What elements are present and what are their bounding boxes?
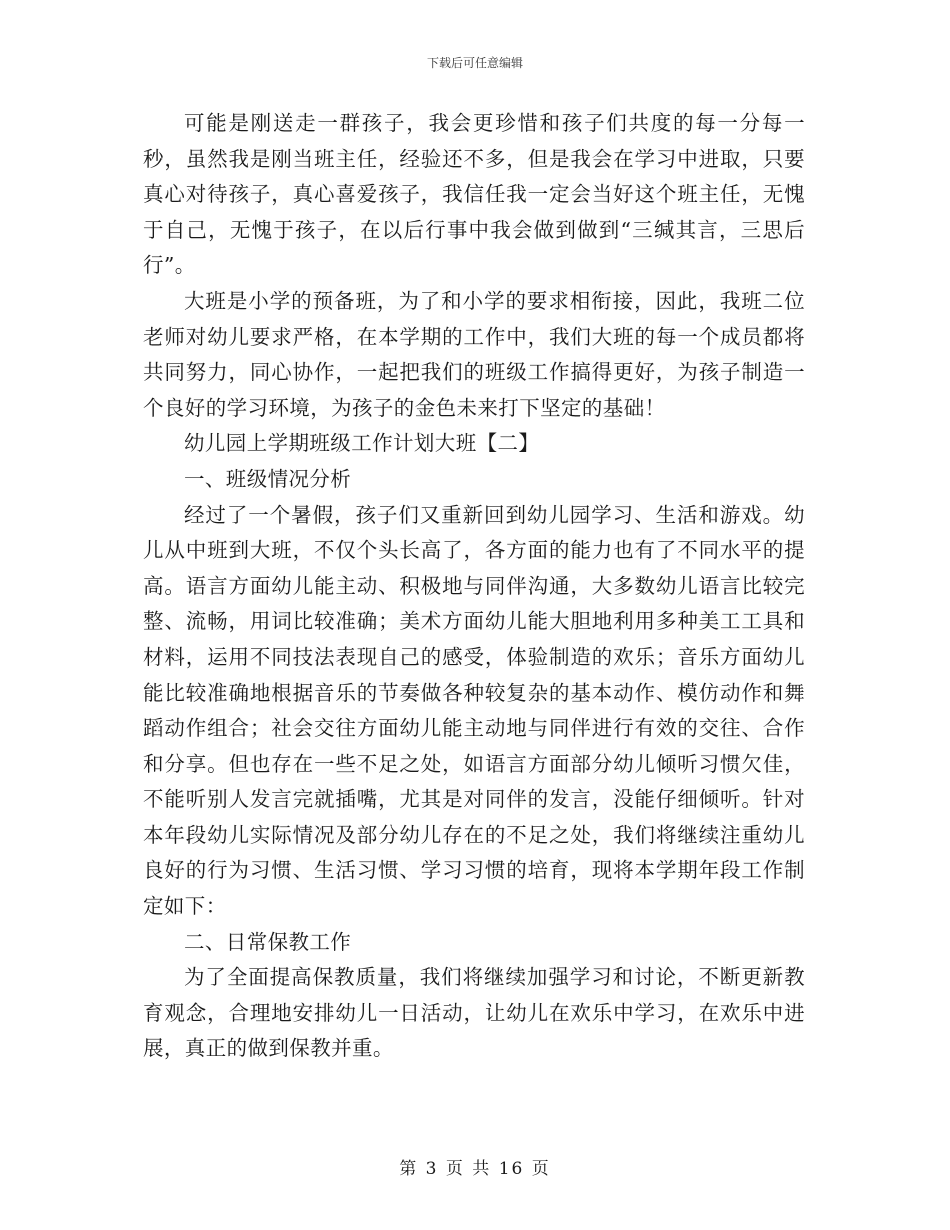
section-heading: 二、日常保教工作 [184,929,352,954]
paragraph: 大班是小学的预备班，为了和小学的要求相衔接，因此，我班二位老师对幼儿要求严格，在本学期的工作中，我们大班的每一个成员都将共同努力，同心协作，一起把我们的班级工作搞得更好，为孩子制造一个良好的学习环境，为孩子的金色未来打下坚定的基础！ [143,288,805,420]
section-title: 幼儿园上学期班级工作计划大班【二】 [184,431,540,456]
paragraph: 为了全面提高保教质量，我们将继续加强学习和讨论，不断更新教育观念，合理地安排幼儿一日活动，让幼儿在欢乐中学习，在欢乐中进展，真正的做到保教并重。 [143,965,805,1061]
paragraph: 经过了一个暑假，孩子们又重新回到幼儿园学习、生活和游戏。幼儿从中班到大班，不仅个头长高了，各方面的能力也有了不同水平的提高。语言方面幼儿能主动、积极地与同伴沟通，大多数幼儿语言比较完整、流畅，用词比较准确；美术方面幼儿能大胆地利用多种美工工具和材料，运用不同技法表现自己的感受，体验制造的欢乐；音乐方面幼儿能比较准确地根据音乐的节奏做各种较复杂的基本动作、模仿动作和舞蹈动作组合；社会交往方面幼儿能主动地与同伴进行有效的交往、合作和分享。但也存在一些不足之处，如语言方面部分幼儿倾听习惯欠佳，不能听别人发言完就插嘴，尤其是对同伴的发言，没能仔细倾听。针对本年段幼儿实际情况及部分幼儿存在的不足之处，我们将继续注重幼儿良好的行为习惯、生活习惯、学习习惯的培育，现将本学期年段工作制定如下： [143,502,805,919]
document-body [143,106,805,1067]
paragraph: 可能是刚送走一群孩子，我会更珍惜和孩子们共度的每一分每一秒，虽然我是刚当班主任，经验还不多，但是我会在学习中进取，只要真心对待孩子，真心喜爱孩子，我信任我一定会当好这个班主任，无愧于自己，无愧于孩子，在以后行事中我会做到做到“三缄其言，三思后行”。 [143,111,805,278]
page-number: 第 3 页 共 16 页 [399,1159,551,1179]
section-heading: 一、班级情况分析 [184,466,352,491]
page-header: 下载后可任意编辑 [426,56,523,70]
